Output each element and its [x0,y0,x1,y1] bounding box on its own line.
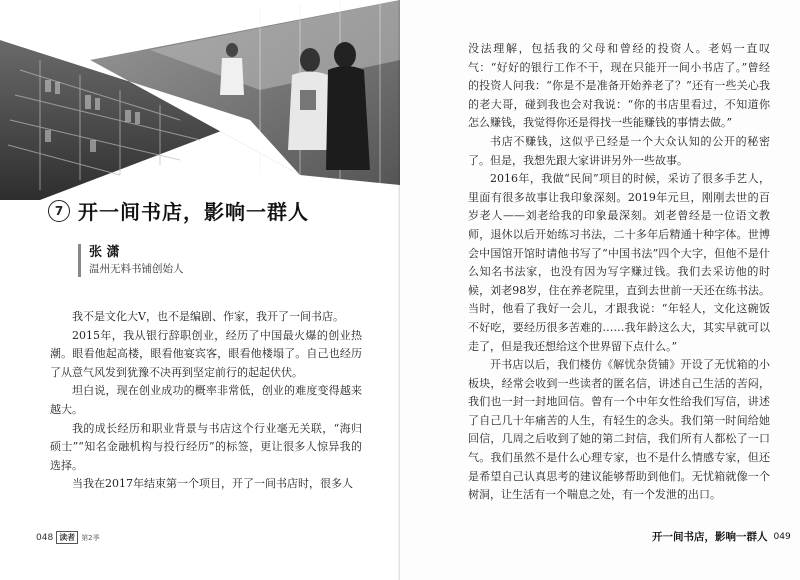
right-page [400,0,800,580]
chapter-title: 开一间书店，影响一群人 [78,200,309,224]
bookstore-photo [0,0,400,200]
right-footer [652,529,791,544]
running-title: 开一间书店，影响一群人 [652,531,768,543]
paragraph: 书店不赚钱，这似乎已经是一个大众认知的公开的秘密了。但是，我想先跟大家讲讲另外一些故事。 [468,134,770,167]
right-page-number: 049 [773,531,791,542]
author-name: 张 潇 [89,245,120,260]
chapter-heading [48,196,309,225]
chapter-number: 7 [48,200,70,222]
author-block [78,244,184,277]
magazine-issue: 第2季 [81,533,100,542]
right-body-text [468,40,770,505]
left-body-text [50,308,362,494]
bookstore-photo-collage-icon [0,0,400,200]
paragraph: 没法理解，包括我的父母和曾经的投资人。老妈一直叹气：“好好的银行工作不干，现在只能开一间小书店了。”曾经的投资人问我：“你是不是准备开始养老了？”还有一些关心我的老大哥，碰到我也会对我说：“你的书店里看过，不知道你怎么赚钱，我觉得你还是得找一些能赚钱的事情去做。” [468,42,770,130]
paragraph: 2015年，我从银行辞职创业，经历了中国最火爆的创业热潮。眼看他起高楼，眼看他宴宾客，眼看他楼塌了。自己也经历了从意气风发到犹豫不决再到坚定前行的起起伏伏。 [50,328,362,379]
paragraph: 当我在2017年结束第一个项目，开了一间书店时，很多人 [72,477,353,491]
left-page-number: 048 [36,532,54,543]
author-role: 温州无料书铺创始人 [89,263,184,275]
paragraph: 我的成长经历和职业背景与书店这个行业毫无关联，“海归硕士”“知名金融机构与投行经历”的标签，更让很多人惊异我的选择。 [50,421,362,472]
paragraph: 坦白说，现在创业成功的概率非常低，创业的难度变得越来越大。 [50,384,362,416]
paragraph: 2016年，我做“民间”项目的时候，采访了很多手艺人，里面有很多故事让我印象深刻。2019年元旦，刚刚去世的百岁老人——刘老给我的印象最深刻。刘老曾经是一位语文教师，退休以后开始练习书法，二十多年后精通十种字体。世博会中国馆开馆时请他书写了“中国书法”四个大字，但他不是什么知名书法家，也没有因为写字赚过钱。我们去采访他的时候，刘老98岁，住在养老院里，直到去世前一天还在练书法。当时，他看了我好一会儿，才跟我说：“年轻人，文化这碗饭不好吃，要经历很多苦难的……我年龄这么大，其实早就可以走了，但是我还想给这个世界留下点什么。” [468,172,770,353]
magazine-logo: 读者 [56,531,78,544]
paragraph: 开书店以后，我们楼仿《解忧杂货铺》开设了无忧箱的小板块，经常会收到一些读者的匿名信，讲述自己生活的苦闷，我们也一封一封地回信。曾有一个中年女性给我们写信，讲述了自己几十年痛苦的人生，有轻生的念头。我们第一时间给她回信，几周之后收到了她的第二封信，我们所有人都松了一口气。我们虽然不是什么心理专家，也不是什么情感专家，但还是希望自己认真思考的建议能够帮助到他们。无忧箱就像一个树洞，让生活有一个喘息之处，有一个发泄的出口。 [468,358,770,502]
left-footer [36,531,100,544]
paragraph: 我不是文化大V，也不是编剧、作家，我开了一间书店。 [72,310,344,323]
